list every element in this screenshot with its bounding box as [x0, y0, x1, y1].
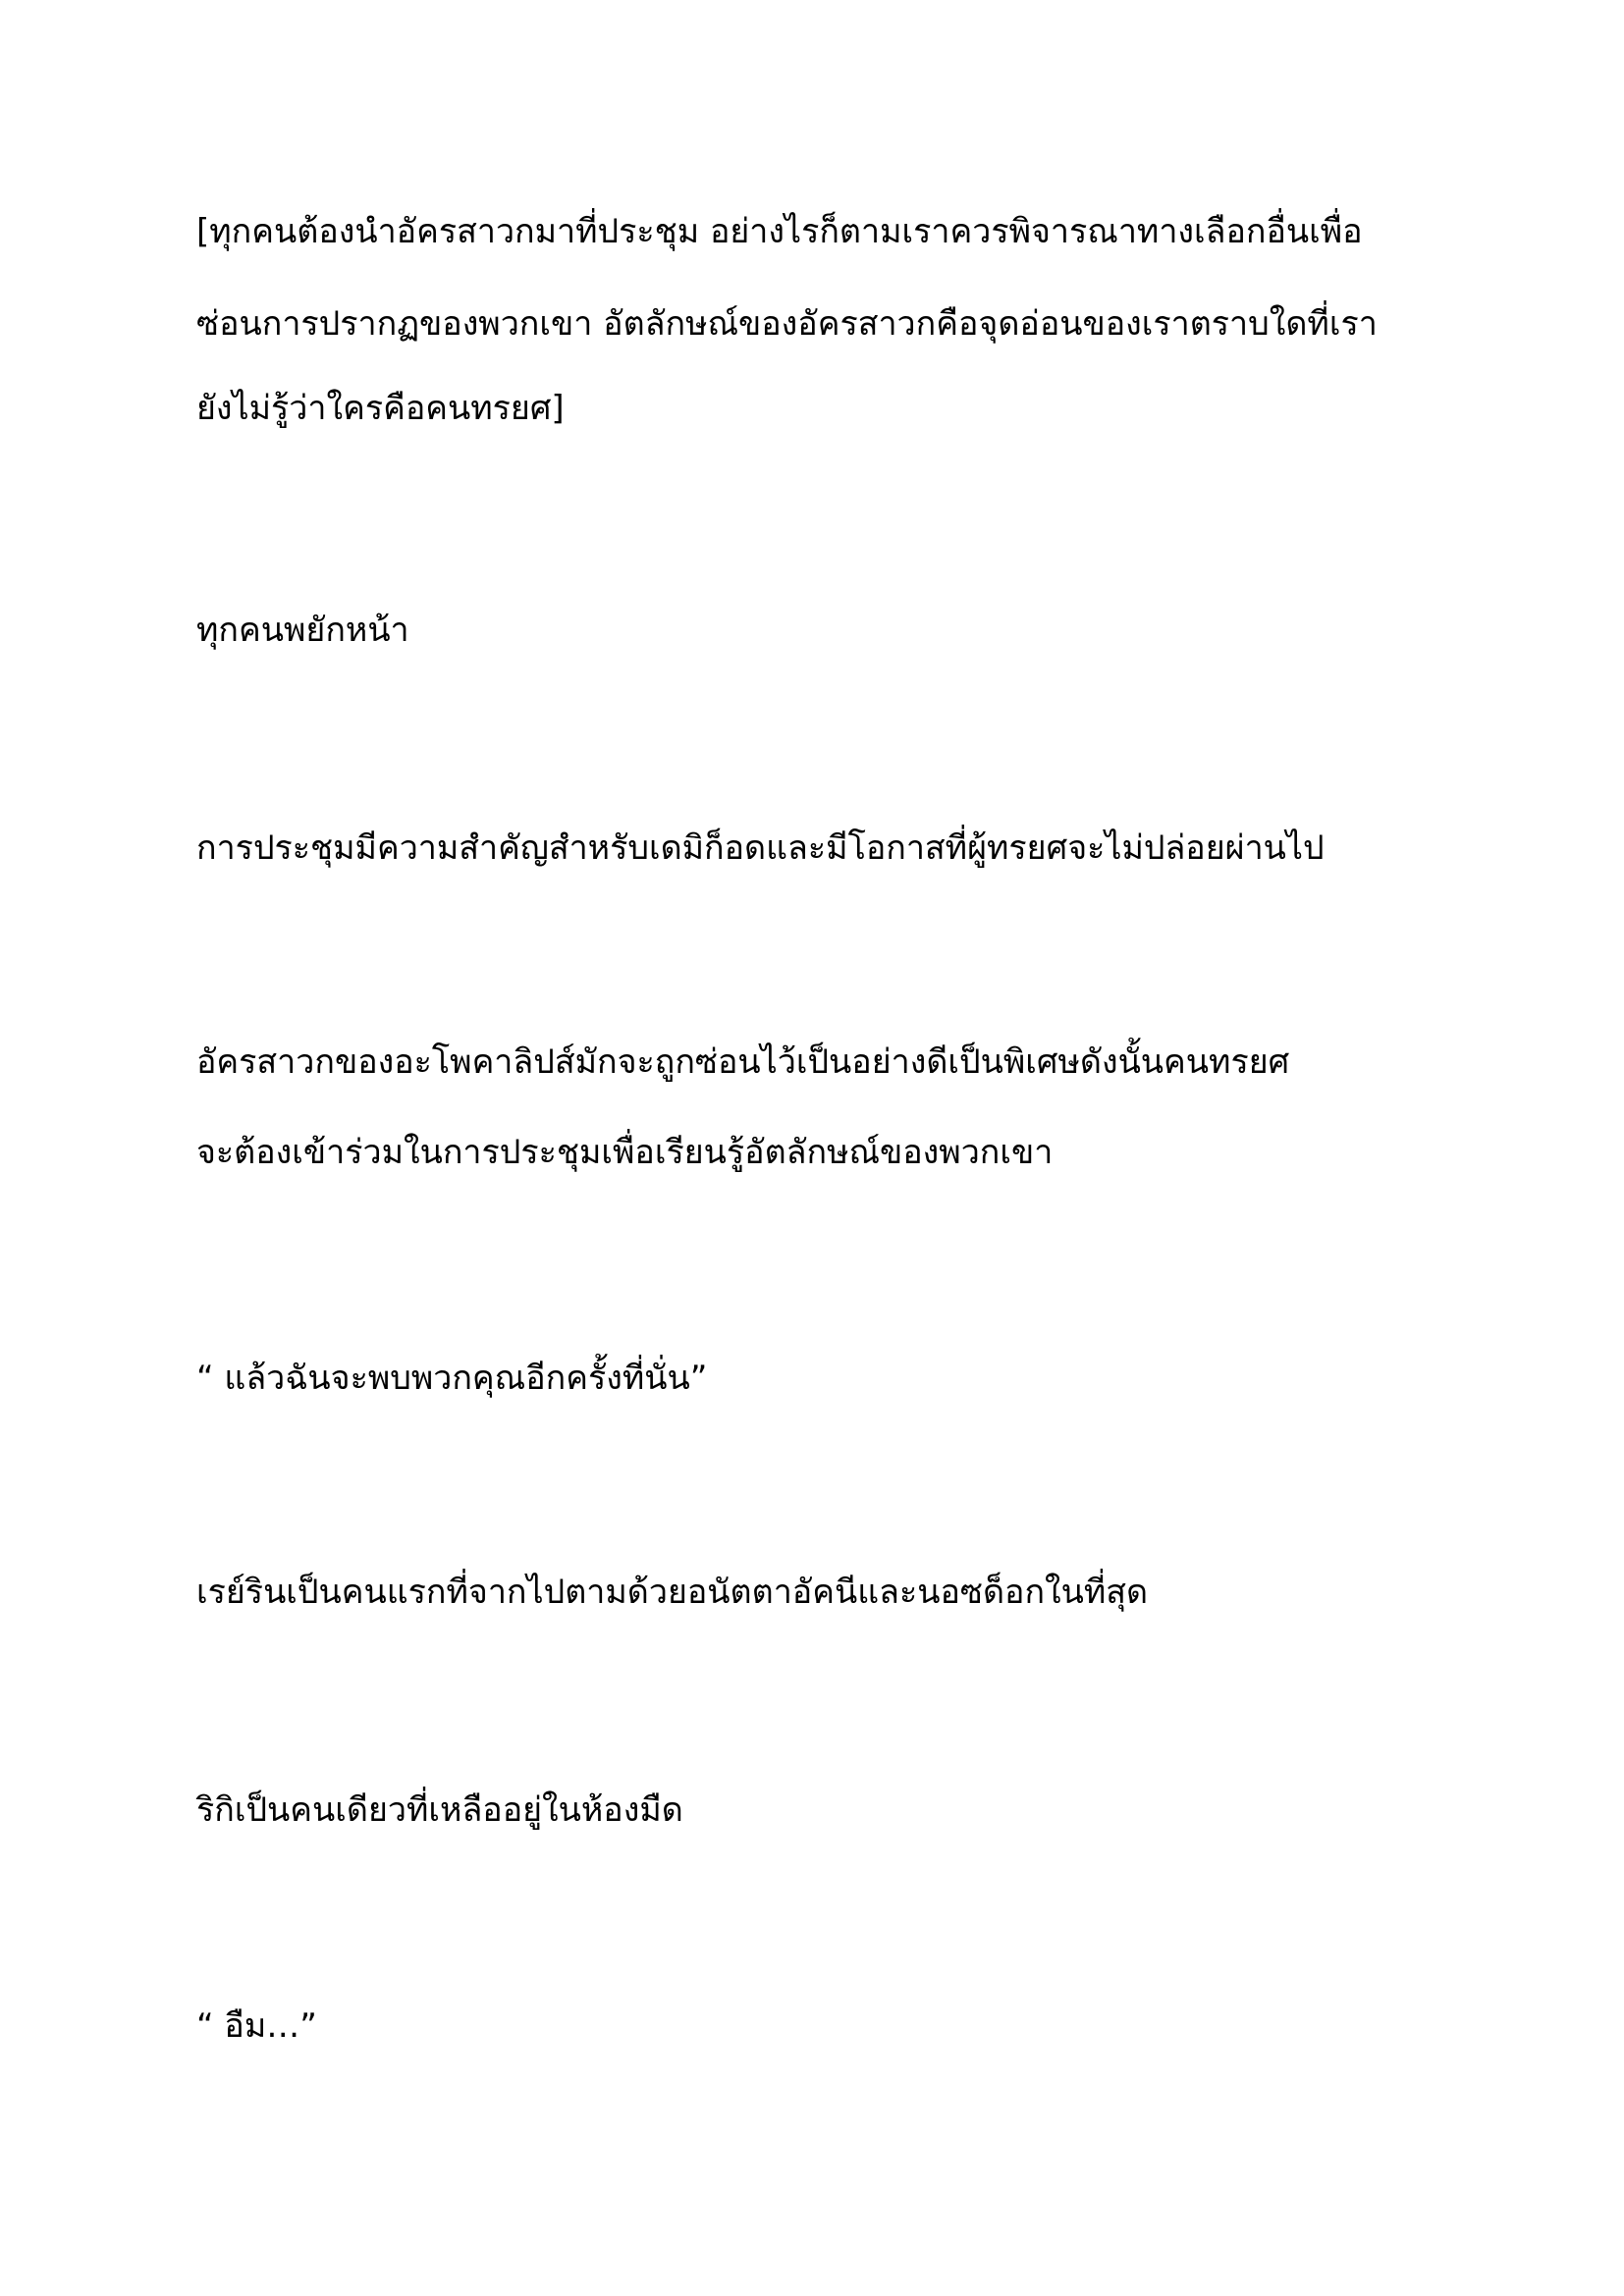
- text-line: ซ่อนการปรากฏของพวกเขา อัตลักษณ์ของอัครสาวกคือจุดอ่อนของเราตราบใดที่เรา: [196, 304, 1378, 344]
- text-line: ทุกคนพยักหน้า: [196, 611, 409, 650]
- text-line: เรย์รินเป็นคนแรกที่จากไปตามด้วยอนัตตาอัคนีและนอซด็อกในที่สุด: [196, 1573, 1149, 1612]
- quote-line: “ แล้วฉันจะพบพวกคุณอีกครั้งที่นั่น”: [196, 1359, 708, 1398]
- text-line: [ทุกคนต้องนำอัครสาวกมาที่ประชุม อย่างไรก็ตามเราควรพิจารณาทางเลือกอื่นเพื่อ: [196, 212, 1363, 251]
- text-line: ริกิเป็นคนเดียวที่เหลืออยู่ในห้องมืด: [196, 1790, 683, 1830]
- text-line: ยังไม่รู้ว่าใครคือคนทรยศ]: [196, 389, 565, 428]
- text-line: จะต้องเข้าร่วมในการประชุมเพื่อเรียนรู้อัตลักษณ์ของพวกเขา: [196, 1133, 1054, 1172]
- text-line: อัครสาวกของอะโพคาลิปส์มักจะถูกซ่อนไว้เป็นอย่างดีเป็นพิเศษดังนั้นคนทรยศ: [196, 1042, 1290, 1082]
- quote-line: “ อืม…”: [196, 2006, 317, 2046]
- text-line: การประชุมมีความสำคัญสำหรับเดมิก็อดและมีโอกาสที่ผู้ทรยศจะไม่ปล่อยผ่านไป: [196, 828, 1325, 868]
